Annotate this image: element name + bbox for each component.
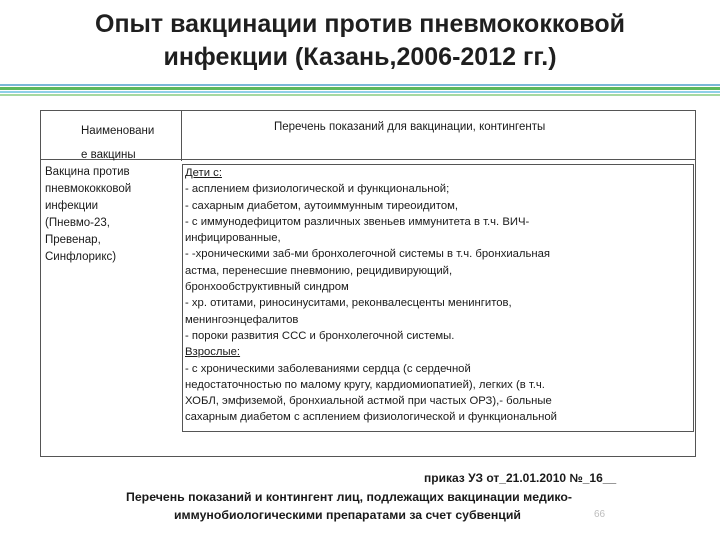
footer-line-2: иммунобиологическими препаратами за счет субвенций <box>174 508 521 522</box>
slide-title <box>20 8 700 74</box>
adults-heading: Взрослые: <box>185 346 241 359</box>
adults-line: недостаточностью по малому кругу, кардиомиопатией), легких (в т.ч. <box>185 378 545 391</box>
title-line-2: инфекции (Казань,2006-2012 гг.) <box>163 43 557 71</box>
children-line: астма, перенесшие пневмонию, рецидивирующий, <box>185 264 453 277</box>
stripe-2 <box>0 87 720 90</box>
header-indications: Перечень показаний для вакцинации, контингенты <box>274 121 546 133</box>
page-number: 66 <box>594 509 606 520</box>
header-left-line-1: Наименовани <box>81 125 155 137</box>
vaccine-line: Превенар, <box>45 234 101 246</box>
vaccine-line: инфекции <box>45 200 99 212</box>
adults-line: - с хроническими заболеваниями сердца (с сердечной <box>185 362 471 375</box>
adults-line: ХОБЛ, эмфиземой, бронхиальной астмой при частых ОРЗ),- больные <box>185 395 552 408</box>
children-line: - сахарным диабетом, аутоиммунным тиреоидитом, <box>185 199 459 212</box>
decorative-stripes <box>0 84 720 98</box>
vaccine-line: Синфлорикс) <box>45 251 117 263</box>
vaccine-line: (Пневмо-23, <box>45 217 110 229</box>
children-line: бронхообструктивный синдром <box>185 281 349 294</box>
children-heading: Дети с: <box>185 167 222 179</box>
vaccine-line: Вакцина против <box>45 166 130 178</box>
children-line: - пороки развития ССС и бронхолегочной системы. <box>185 329 455 342</box>
stripe-4 <box>0 94 720 96</box>
adults-line: сахарным диабетом с асплением физиологической и функциональной <box>185 411 557 424</box>
indications-cell <box>182 164 694 432</box>
stripe-1 <box>0 84 720 86</box>
children-line: менингоэнцефалитов <box>185 313 299 326</box>
footer-line-1: Перечень показаний и контингент лиц, подлежащих вакцинации медико- <box>126 490 573 504</box>
children-line: - асплением физиологической и функциональной; <box>185 183 450 196</box>
stripe-3 <box>0 91 720 93</box>
children-line: - хр. отитами, риносинуситами, реконвалесценты менингитов, <box>185 297 512 310</box>
header-vaccine-name <box>81 119 221 167</box>
vaccine-cell <box>45 164 181 266</box>
vaccine-line: пневмококковой <box>45 183 132 195</box>
children-line: инфицированные, <box>185 232 281 245</box>
indications-table <box>40 110 696 457</box>
children-line: - -хроническими заб-ми бронхолегочной системы в т.ч. бронхиальная <box>185 248 551 261</box>
title-line-1: Опыт вакцинации против пневмококковой <box>95 10 625 38</box>
header-left-line-2: е вакцины <box>81 149 136 161</box>
order-reference: приказ УЗ от_21.01.2010 №_16__ <box>424 471 617 485</box>
children-line: - с иммунодефицитом различных звеньев иммунитета в т.ч. ВИЧ- <box>185 215 530 228</box>
